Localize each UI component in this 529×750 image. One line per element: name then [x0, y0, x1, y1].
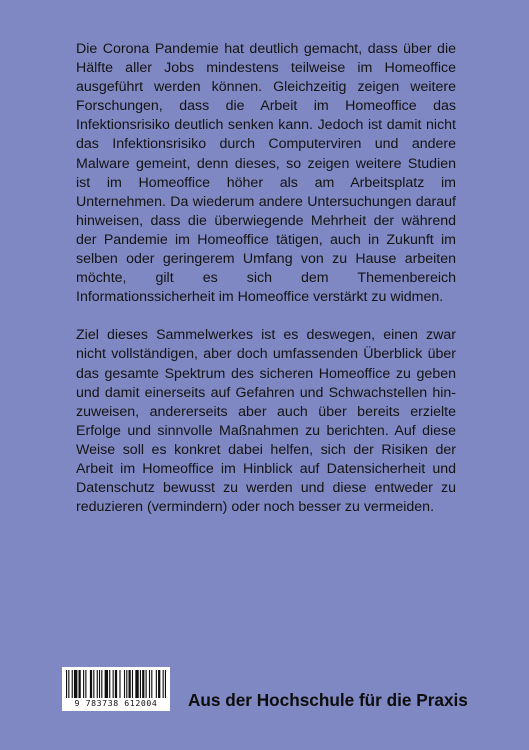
isbn-barcode	[62, 667, 170, 711]
barcode-bar	[109, 670, 110, 698]
barcode-bar	[129, 670, 131, 698]
barcode-bar	[149, 670, 150, 698]
barcode-bar	[151, 670, 152, 698]
back-cover-blurb	[76, 40, 456, 517]
barcode-bar	[99, 670, 100, 698]
barcode-bar	[66, 670, 67, 698]
barcode-bar	[105, 670, 108, 698]
barcode-bar	[113, 670, 114, 698]
blurb-paragraph-2: Ziel dieses Sammelwerkes ist es deswegen, einen zwar nicht vollständigen, aber doch umfassenden Überblick über das gesamte Spektrum des sicheren Homeoffice zu geben und damit einerseits auf Gefahren und Schwachstellen hin- zuweisen, andererseits aber auch über bereits erzielte Erfolge und sinnvolle Maßnahmen zu berichten. Auf diese Weise soll es konkret dabei helfen, sich der Risiken der Arbeit im Homeoffice im Hinblick auf Datensicherheit und Datenschutz bewusst zu werden und diese entweder zu reduzieren (vermindern) oder noch besser zu vermeiden.	[76, 327, 456, 516]
barcode-bar	[90, 670, 92, 698]
barcode-bar	[135, 670, 138, 698]
barcode-bar	[140, 670, 141, 698]
barcode-bar	[119, 670, 120, 698]
barcode-bar	[101, 670, 102, 698]
barcode-bar	[142, 670, 144, 698]
barcode-bar	[156, 670, 157, 698]
barcode-bar	[163, 670, 164, 698]
barcode-bar	[85, 670, 86, 698]
barcode-bar	[158, 670, 160, 698]
barcode-bar	[74, 670, 77, 698]
barcode-bar	[165, 670, 166, 698]
isbn-number: 9 783738 612004	[74, 698, 158, 708]
barcode-bar	[126, 670, 127, 698]
barcode-bars	[66, 670, 166, 698]
barcode-bar	[79, 670, 81, 698]
barcode-bar	[68, 670, 69, 698]
barcode-bar	[72, 670, 73, 698]
series-title: Aus der Hochschule für die Praxis	[188, 690, 468, 710]
barcode-bar	[115, 670, 117, 698]
barcode-bar	[83, 670, 84, 698]
barcode-bar	[132, 670, 133, 698]
barcode-bar	[97, 670, 98, 698]
barcode-bar	[146, 670, 147, 698]
barcode-bar	[124, 670, 125, 698]
blurb-paragraph-1: Die Corona Pandemie hat deutlich gemacht, dass über die Hälfte aller Jobs mindestens teilweise im Homeoffice ausgeführt werden können. Gleichzeitig zeigen weitere Forschungen, dass die Arbeit im Homeoffice das Infektionsrisiko deutlich senken kann. Jedoch ist damit nicht das Infektionsrisiko durch Computerviren und andere Malware gemeint, denn dieses, so zeigen weitere Studien ist im Homeoffice höher als am Arbeitsplatz im Unternehmen. Da wiederum andere Untersuchungen darauf hinweisen, dass die überwiegende Mehrheit der während der Pandemie im Homeoffice tätigen, auch in Zukunft im selben oder geringerem Umfang von zu Hause arbeiten möchte, gilt es sich dem Themenbereich Informationssicherheit im Homeoffice verstärkt zu widmen.	[76, 41, 456, 306]
barcode-bar	[93, 670, 94, 698]
